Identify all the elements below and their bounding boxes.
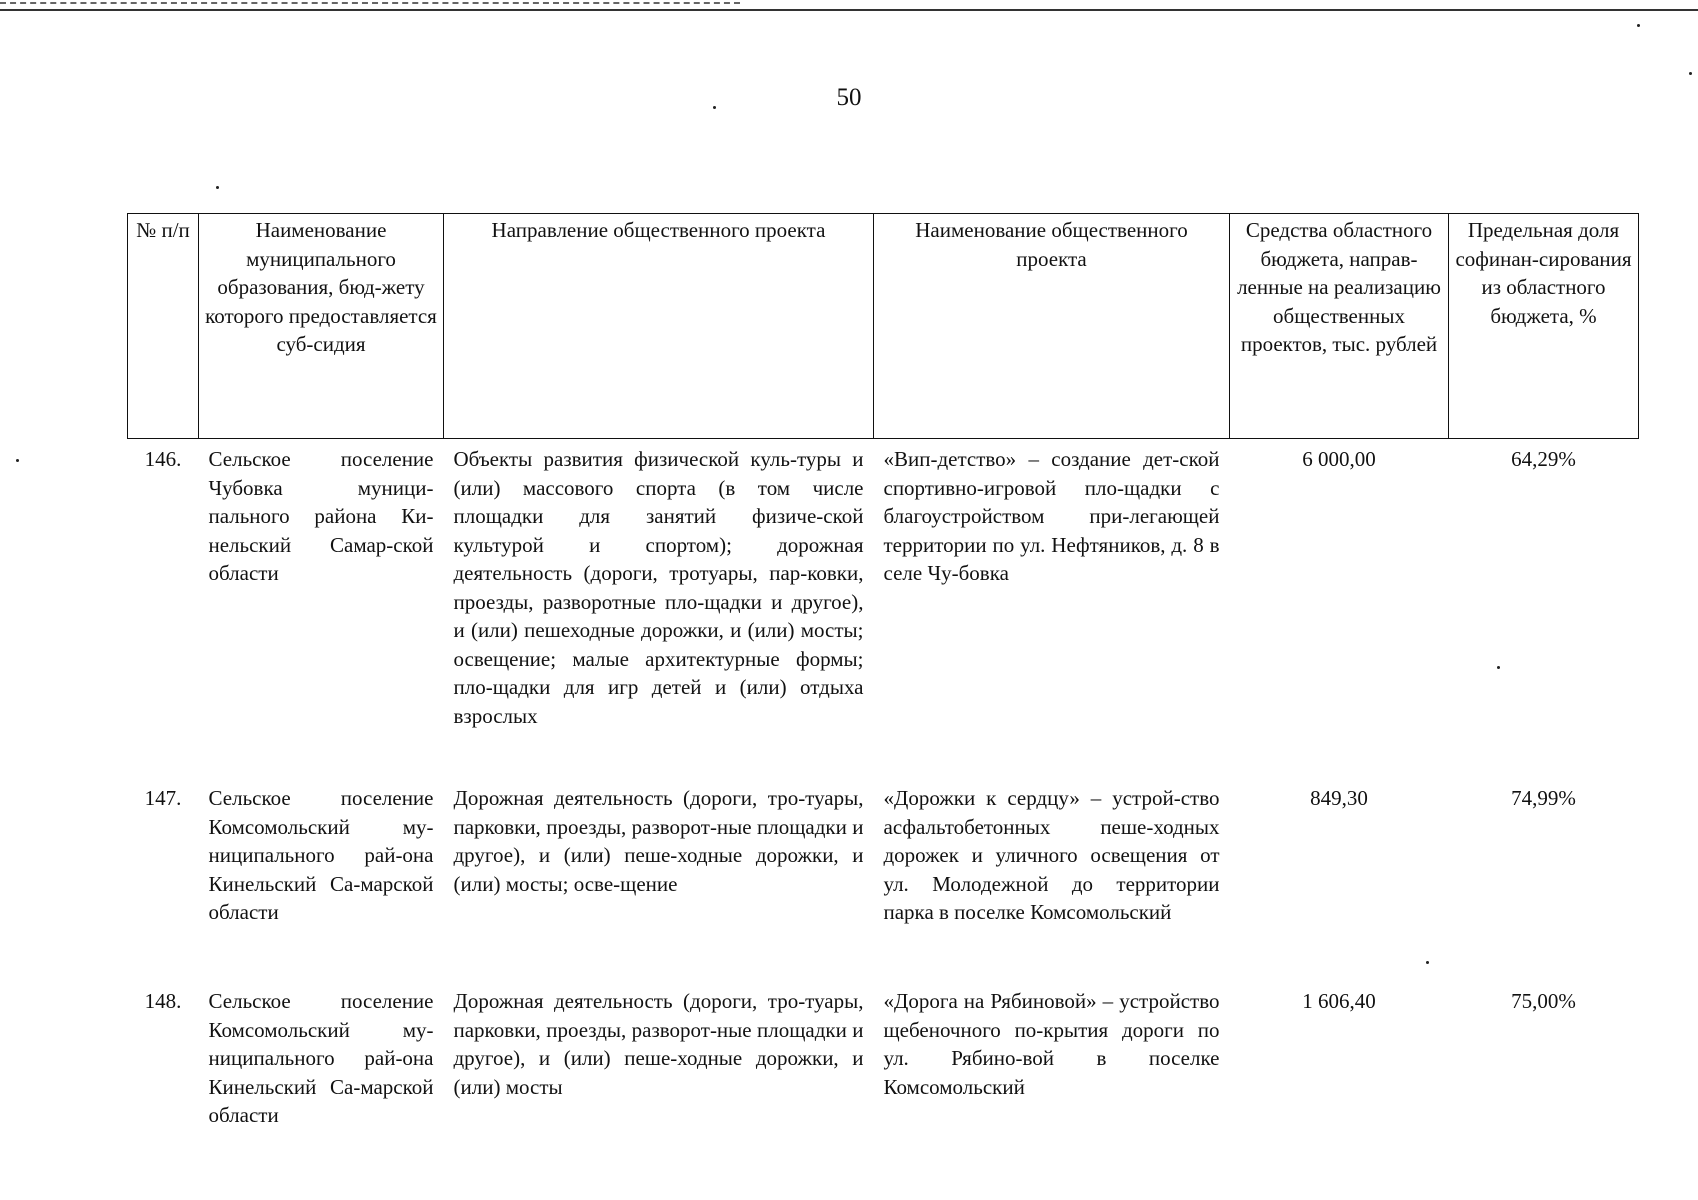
scan-top-rule [0,9,1698,11]
subsidy-table [127,213,1639,1130]
scan-top-dashes [0,2,740,4]
scan-speck [16,459,19,462]
project-cell: «Вип-детство» – создание дет-ской спортивно-игровой пло-щадки с благоустройством при-легающей территории по ул. Нефтяников, д. 8 в селе Чу-бовка [883,447,1220,585]
share-cell: 75,00% [1511,989,1576,1013]
municipality-cell: Сельское поселение Комсомольский му-ниципального рай-она Кинельский Са-марской области [208,989,434,1127]
table-header-row [128,214,1639,439]
direction-cell: Объекты развития физической куль-туры и (или) массового спорта (в том числе площадки для занятий физиче-ской культурой и спортом); дорожная деятельность (дороги, тротуары, пар-ковки, проезды, разворотные пло-щадки и другое), и (или) пешеходные дорожки, и (или) мосты; освещение; малые архитектурные формы; пло-щадки для игр детей и (или) отдыха взрослых [453,447,864,728]
row-number: 147. [144,786,182,810]
funds-cell: 6 000,00 [1302,447,1376,471]
scan-speck [216,186,219,189]
header-direction: Направление общественного проекта [444,214,874,439]
row-number: 148. [144,989,182,1013]
header-municipality: Наименование муниципального образования, бюд-жету которого предоставляется суб-сидия [199,214,444,439]
header-funds: Средства областного бюджета, направ-ленные на реализацию общественных проектов, тыс. рублей [1230,214,1449,439]
row-number: 146. [144,447,182,471]
funds-cell: 1 606,40 [1302,989,1376,1013]
table-row [128,778,1639,981]
direction-cell: Дорожная деятельность (дороги, тро-туары, парковки, проезды, разворот-ные площадки и другое), и (или) пеше-ходные дорожки, и (или) мосты [453,989,864,1099]
header-share: Предельная доля софинан-сирования из областного бюджета, % [1449,214,1639,439]
header-number: № п/п [128,214,199,439]
table-row [128,981,1639,1130]
share-cell: 64,29% [1511,447,1576,471]
municipality-cell: Сельское поселение Чубовка муници-пального района Ки-нельский Самар-ской области [208,447,434,585]
share-cell: 74,99% [1511,786,1576,810]
table-row [128,439,1639,779]
municipality-cell: Сельское поселение Комсомольский му-ниципального рай-она Кинельский Са-марской области [208,786,434,924]
direction-cell: Дорожная деятельность (дороги, тро-туары, парковки, проезды, разворот-ные площадки и другое), и (или) пеше-ходные дорожки, и (или) мосты; осве-щение [453,786,864,896]
project-cell: «Дорога на Рябиновой» – устройство щебеночного по-крытия дороги по ул. Рябино-вой в поселке Комсомольский [883,989,1220,1099]
funds-cell: 849,30 [1310,786,1368,810]
page-number: 50 [836,84,862,111]
header-project: Наименование общественного проекта [874,214,1230,439]
scan-speck [1689,72,1692,75]
scan-speck [1637,24,1640,27]
project-cell: «Дорожки к сердцу» – устрой-ство асфальтобетонных пеше-ходных дорожек и уличного освещения от ул. Молодежной до территории парка в поселке Комсомольский [883,786,1220,924]
